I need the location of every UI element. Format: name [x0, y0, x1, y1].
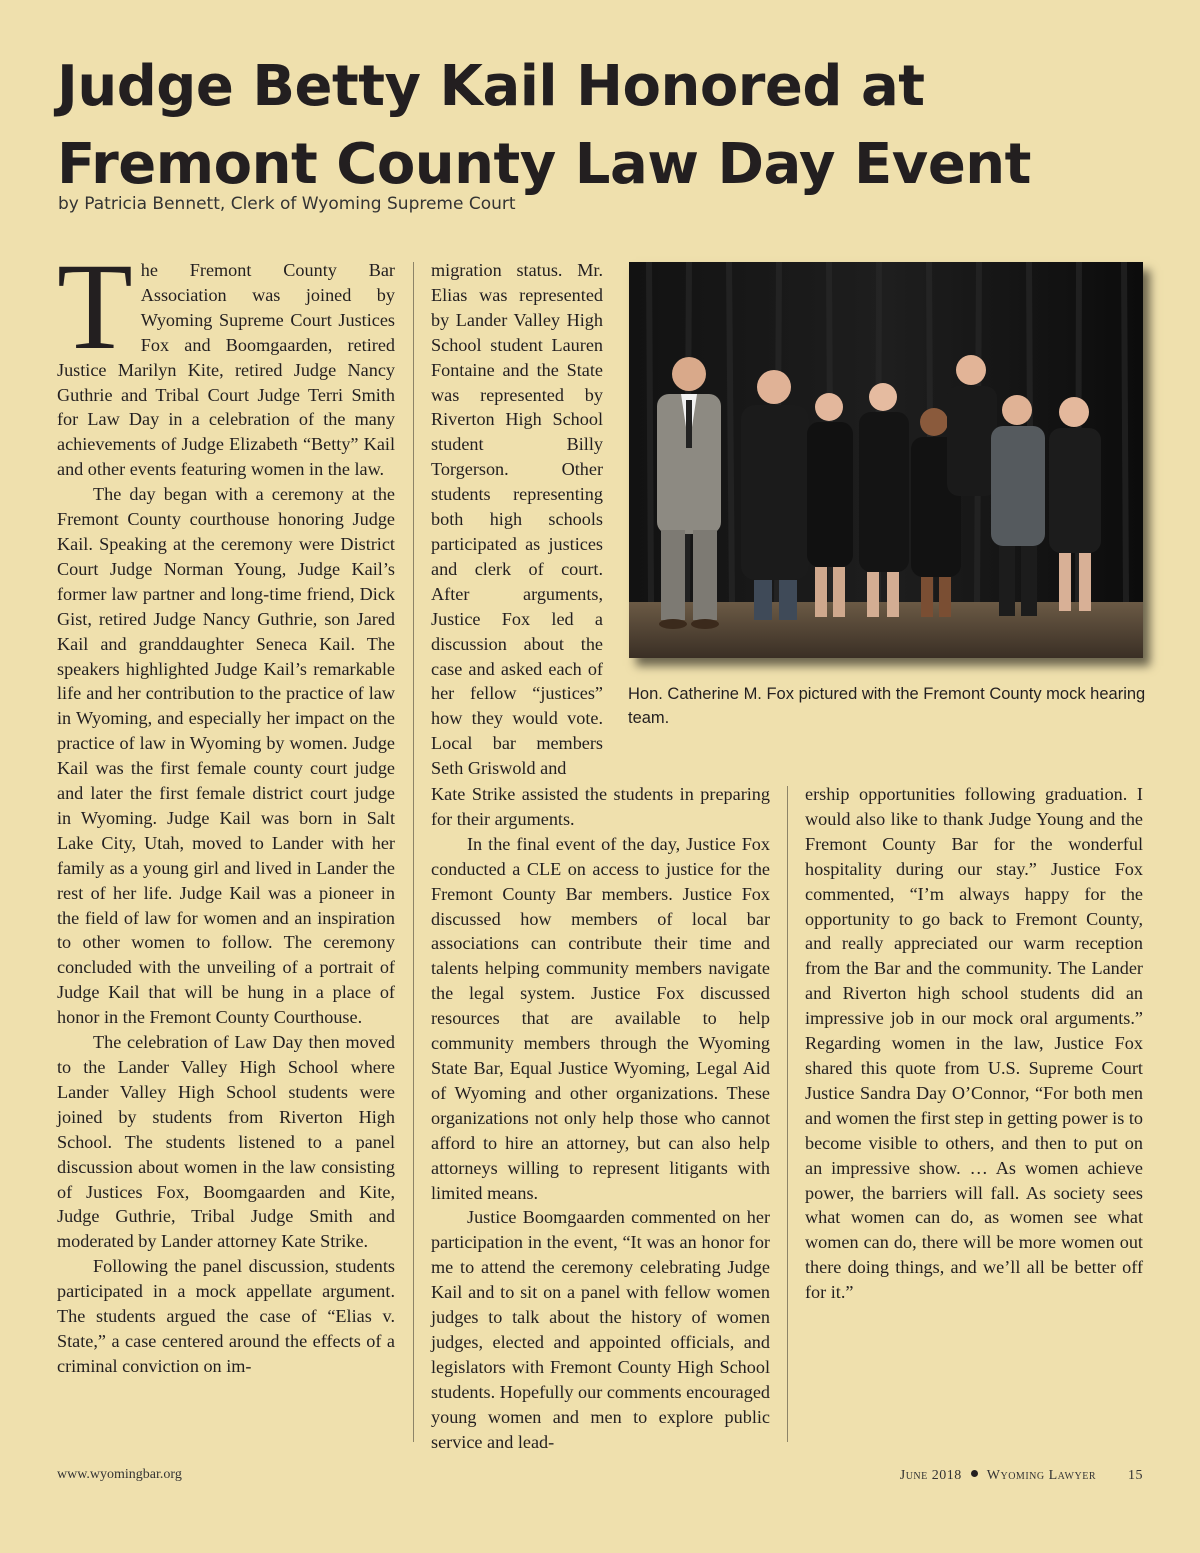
paragraph-6-continued: ership opportunities following graduation. I would also like to thank Judge Young and the Fremont County Bar for the wonderful hospitality during our stay.” Justice Fox commented, “I’m always happy for the opportunity to go back to Fremont County, and really appreciated our warm reception from the Bar and the community. The Lander and Riverton high school students did an impressive job in our mock oral arguments.” Regarding women in the law, Justice Fox shared this quote from U.S. Supreme Court Justice Sandra Day O’Connor, “For both men and women the first step in getting power is to become visible to others, and then to put on an impressive show. … As women achieve power, the barriers will fall. As society sees what women can do, as women see what women can do, there will be more women out there doing things, and we’ll all be better off for it.” [805, 784, 1143, 1303]
article-title [57, 48, 1157, 204]
title-line-2: Fremont County Law Day Event [57, 132, 1031, 197]
footer-info [900, 1467, 1143, 1484]
paragraph-3: The celebration of Law Day then moved to the Lander Valley High School where Lander Valley High School students were joined by students from Riverton High School. The students listened to a panel discussion about women in the law consisting of Justices Fox, Boomgaarden and Kite, Judge Guthrie, Tribal Judge Smith and moderated by Lander attorney Kate Strike. [57, 1032, 395, 1252]
paragraph-4: Following the panel discussion, students participated in a mock appellate argument. The students argued the case of “Elias v. State,” a case centered around the effects of a criminal conviction on im- [57, 1256, 395, 1376]
article-column-2-lower [431, 782, 770, 1454]
drop-cap: T [57, 238, 133, 375]
footer-date: June 2018 [899, 1468, 962, 1483]
article-column-2-upper [431, 258, 603, 781]
paragraph-1-text: he Fremont County Bar Association was joined by Wyoming Supreme Court Justices Fox and Boomgaarden, retired Justice Marilyn Kite, retired Judge Nancy Guthrie and Tribal Court Judge Terri Smith for Law Day in a celebration of the many achievements of Judge Elizabeth “Betty” Kail and other events featuring women in the law. [57, 260, 395, 480]
paragraph-6: Justice Boomgaarden commented on her participation in the event, “It was an honor for me to attend the ceremony celebrating Judge Kail and to sit on a panel with fellow women judges to talk about the history of women judges, elected and appointed officials, and legislators with Fremont County High School students. Hopefully our comments encouraged young women and men to explore public service and lead- [431, 1207, 770, 1452]
paragraph-2: The day began with a ceremony at the Fremont County courthouse honoring Judge Kail. Speaking at the ceremony were District Court Judge Norman Young, Judge Kail’s former law partner and long-time friend, Dick Gist, retired Judge Nancy Guthrie, son Jared Kail and granddaughter Seneca Kail. The speakers highlighted Judge Kail’s remarkable life and her contribution to the practice of law in Wyoming, and especially her impact on the practice of law in Wyoming by women. Judge Kail was the first female county court judge and later the first female district court judge in Wyoming. Judge Kail was born in Salt Lake City, Utah, moved to Lander with her family as a young girl and lived in Lander the rest of her life. Judge Kail was a pioneer in the field of law for women and an inspiration to other women to follow. The ceremony concluded with the unveiling of a portrait of Judge Kail that will be hung in a place of honor in the Fremont County Courthouse. [57, 484, 395, 1028]
column-divider-2 [787, 786, 788, 1442]
paragraph-5: In the final event of the day, Justice Fox conducted a CLE on access to justice for the Fremont County Bar members. Justice Fox discussed how members of local bar associations can contribute their time and talents helping community members navigate the legal system. Justice Fox discussed resources that are available to help community members through the Wyoming State Bar, Equal Justice Wyoming, Legal Aid of Wyoming and other organizations. These organizations not only help those who cannot afford to hire an attorney, but can also help attorneys willing to represent litigants with limited means. [431, 833, 770, 1203]
column-divider-1 [413, 262, 414, 1442]
page-number: 15 [1128, 1468, 1143, 1483]
paragraph-4-end: Kate Strike assisted the students in preparing for their arguments. [431, 784, 770, 829]
article-column-1 [57, 238, 395, 1379]
paragraph-4-continued: migration status. Mr. Elias was represented by Lander Valley High School student Lauren Fontaine and the State was represented by Riverton High School student Billy Torgerson. Other students representing both high schools participated as justices and clerk of court. After arguments, Justice Fox led a discussion about the case and asked each of her fellow “justices” how they would vote. Local bar members Seth Griswold and [431, 260, 603, 779]
footer-publication: Wyoming Lawyer [986, 1468, 1096, 1483]
title-line-1: Judge Betty Kail Honored at [57, 54, 925, 119]
article-column-3 [805, 782, 1143, 1305]
paragraph-1 [57, 238, 395, 482]
footer-website: www.wyomingbar.org [57, 1467, 182, 1482]
team-photo [629, 262, 1143, 658]
bullet-icon [971, 1470, 978, 1477]
byline: by Patricia Bennett, Clerk of Wyoming Supreme Court [58, 194, 516, 214]
photo-caption: Hon. Catherine M. Fox pictured with the Fremont County mock hearing team. [628, 685, 1146, 727]
team-photo-image [629, 262, 1143, 658]
